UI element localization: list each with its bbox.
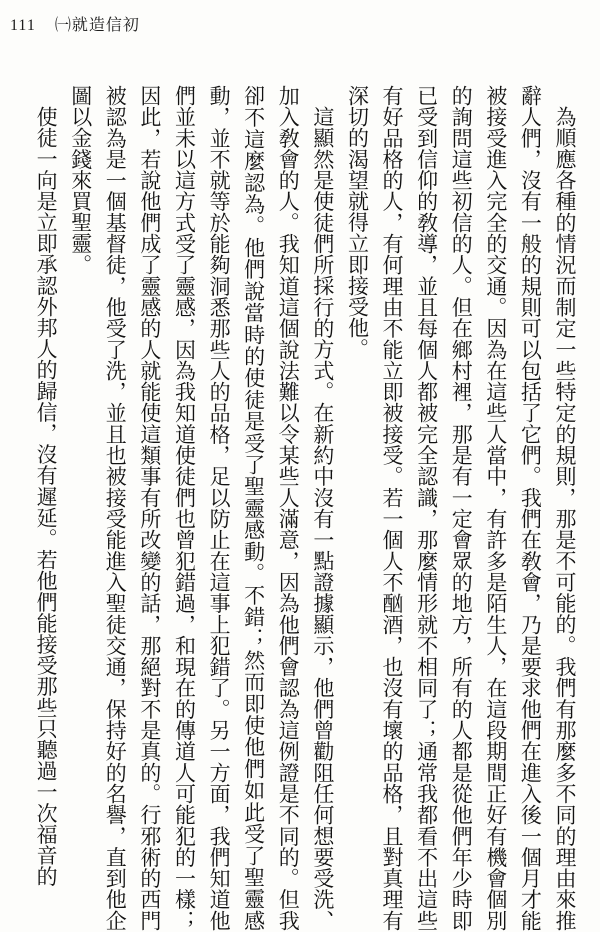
chapter-title: ㈠就造信初 — [54, 17, 140, 34]
body-text — [24, 85, 582, 931]
page-number: 111 — [10, 17, 36, 34]
paragraph-2: 這顯然是使徒們所採行的方式。在新約中沒有一點證據顯示，他們曾勸阻任何想要受洗、加入敎會的人。我知道這個說法難以令某些人滿意，因為他們會認為這例證是不同的。但我卻不這麼認為。他們說當時的使徒是受了聖靈感動。不錯；然而即使他們如此受了聖靈感動，並不就等於能夠洞悉那些人的品格，足以防止在這事上犯錯了。另一方面，我們知道他們並未以這方式受了靈感，因為我知道使徒們也曾犯錯過，和現在的傳道人可能犯的一樣；因此，若說他們成了靈感的人就能使這類事有所改變的話，那絕對不是真的。行邪術的西門被認為是一個基督徒，他受了洗，並且也被接受能進入聖徒交通，保持好的名譽，直到他企圖以金錢來買聖靈。 — [68, 85, 335, 931]
running-header — [10, 12, 140, 35]
paragraph-3: 使徒一向是立即承認外邦人的歸信，沒有遲延。若他們能接受那些只聽過一次福音的 — [34, 106, 59, 887]
paragraph-1: 為順應各種的情況而制定一些特定的規則，那是不可能的。我們有那麼多不同的理由來推辭人們，沒有一般的規則可以包括了它們。我們在敎會，乃是要求他們在進入後一個月才能被接受進入完全的交通。因為在這些人當中，有許多是陌生人，在這段期間正好有機會個別的詢問這些初信的人。但在鄉村裡，那是有一定會眾的地方，所有的人都是從他們年少時即已受到信仰的敎導，並且每個人都被完全認識，那麼情形就不相同了；通常我都看不出這些有好品格的人，有何理由不能立即被接受。若一個人不酗酒，也沒有壞的品格，且對真理有深切的渴望就得立即接受他。 — [345, 85, 577, 931]
